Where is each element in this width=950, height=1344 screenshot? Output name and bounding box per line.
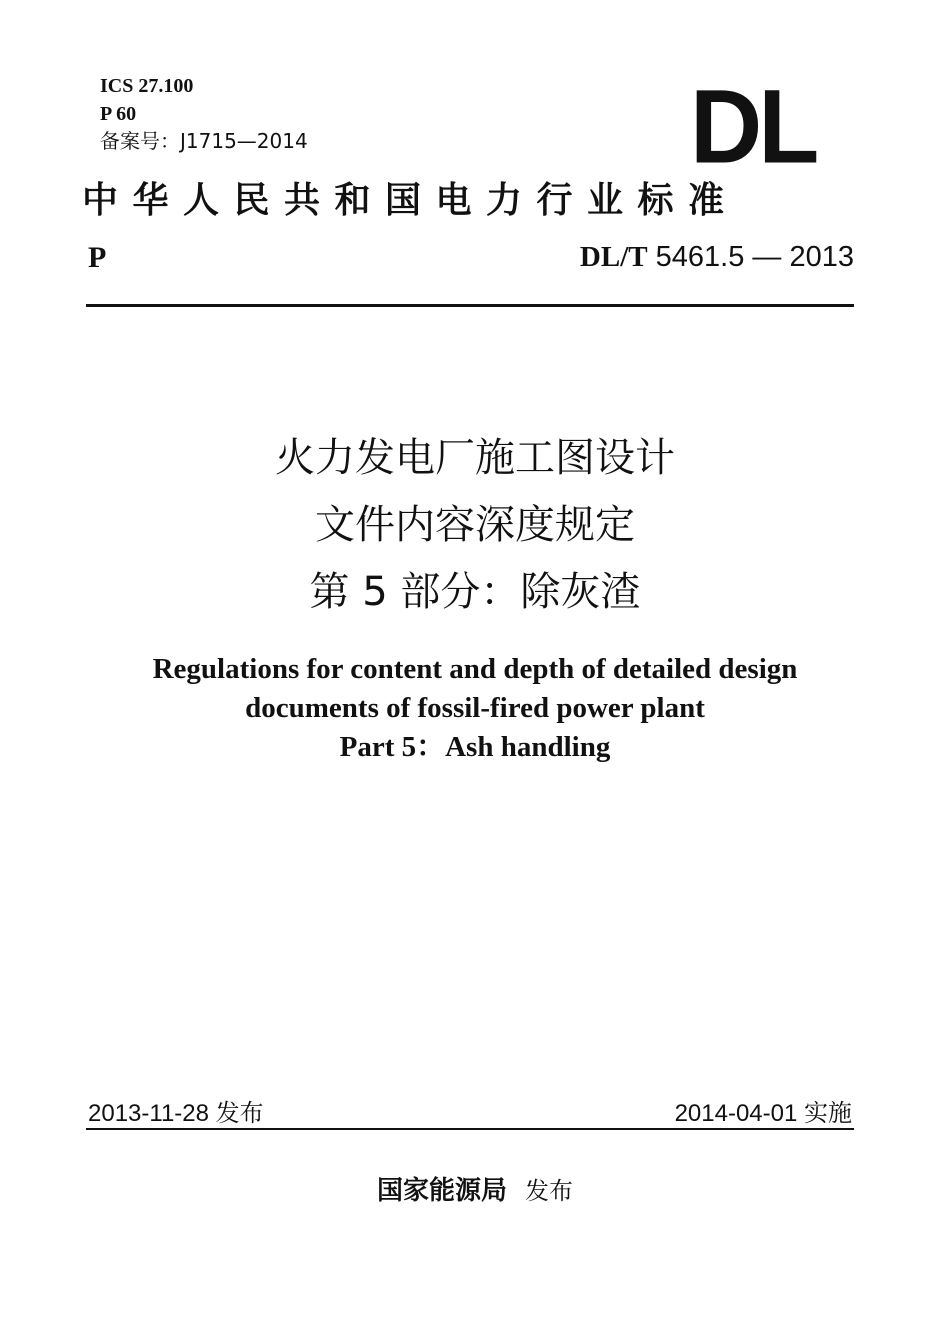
issue-date: 2013-11-28 发布 [88,1100,264,1127]
category-code: P [88,241,107,274]
record-number [100,127,308,155]
dl-logo: DL [690,68,816,186]
title-cn-line-3: 第 5 部分：除灰渣 [309,569,641,615]
ics-code: ICS 27.100 [100,75,194,97]
title-en-line-2: documents of fossil-fired power plant [245,692,705,724]
ccs-code: P 60 [100,103,137,125]
standard-number-prefix: DL/T [579,241,648,273]
record-value: J1715—2014 [180,129,308,153]
standard-number [580,241,854,274]
title-cn-line-1: 火力发电厂施工图设计 [275,435,675,481]
standard-number-value: 5461.5 — 2013 [655,241,854,273]
issuer-action: 发布 [525,1177,573,1205]
title-en-line-3: Part 5：Ash handling [339,731,611,763]
issuer [0,1170,950,1207]
title-en-line-1: Regulations for content and depth of detailed design [152,653,798,685]
record-label: 备案号： [100,129,180,153]
footer-divider [86,1128,854,1130]
standard-title: 中华人民共和国电力行业标准 [82,179,739,221]
issuer-name: 国家能源局 [376,1176,507,1206]
effective-date: 2014-04-01 实施 [674,1100,852,1127]
title-cn-line-2: 文件内容深度规定 [315,502,635,548]
header-divider [86,304,854,307]
